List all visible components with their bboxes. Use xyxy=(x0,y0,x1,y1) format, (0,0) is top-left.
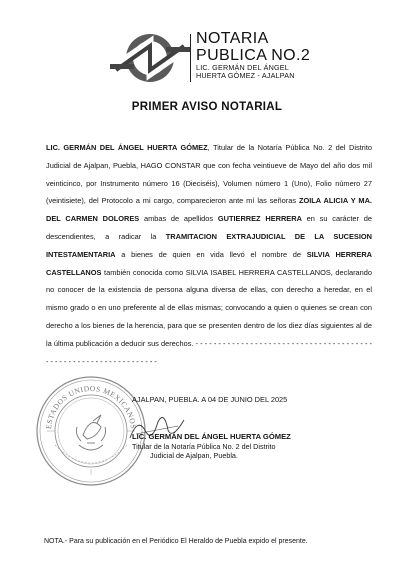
brand-line-notaria: NOTARIA xyxy=(196,30,269,47)
svg-text:ESTADOS UNIDOS MEXICANOS xyxy=(44,384,138,430)
deceased-name: SILVIA HERRERA CASTELLANOS xyxy=(46,249,372,277)
notice-body xyxy=(46,139,372,370)
body-text-3: en su carácter de descendientes, a radicar la xyxy=(46,214,372,241)
brand-line-location: HUERTA GÓMEZ - AJALPAN xyxy=(196,71,295,81)
body-text-1: , Titular de la Notaría Pública No. 2 del Distrito Judicial de Ajalpan, Puebla, HAGO CONSTAR que con fecha veintiueve de Mayo del año dos mil veinticinco, por Instrumento número 16 (Dieciséis), Volumen número 1 (Uno), Folio número 27 (veintisiete), del Protocolo a mi cargo, comparecieron ante mí las señoras xyxy=(46,143,372,206)
body-text-2: ambas de apellidos xyxy=(139,214,218,224)
signature-block xyxy=(128,432,328,461)
dash-fill: - - - - - - - - - - - - - - - - - - - - - - - - - - - - - - - - - - - - - - - - - - - - - - - - - - - - - - - - - - - - - - - - xyxy=(46,338,372,366)
body-text-4: a bienes de quien en vida llevó el nombre de xyxy=(115,249,307,259)
procedure-name: TRAMITACION EXTRAJUDICIAL DE LA SUCESION INTESTAMENTARIA xyxy=(46,231,372,259)
brand-line-publica: PUBLICA NO.2 xyxy=(196,47,311,64)
letterhead-brand xyxy=(196,31,356,81)
page-title: PRIMER AVISO NOTARIAL xyxy=(131,101,283,113)
signature-name: LIC. GERMÁN DEL ÁNGEL HUERTA GÓMEZ xyxy=(132,432,291,441)
notary-name: LIC. GERMÁN DEL ÁNGEL HUERTA GÓMEZ xyxy=(46,143,208,152)
letterhead xyxy=(110,28,350,90)
publication-note: NOTA.- Para su publicación en el Periódico El Heraldo de Puebla expido el presente. xyxy=(44,538,308,545)
signature-district: Judicial de Ajalpan, Puebla. xyxy=(150,451,238,461)
seal-top-text: ESTADOS UNIDOS MEXICANOS xyxy=(43,383,138,430)
notaria-logo-icon xyxy=(110,30,190,86)
document-date: AJALPAN, PUEBLA. A 04 DE JUNIO DEL 2025 xyxy=(132,395,288,404)
body-text-5: también conocida como SILVIA ISABEL HERRERA CASTELLANOS, declarando no conocer de la existencia de persona alguna diversa de ellas, con derecho a heredar, en el mismo grado o en uno preferente al de ellas mismas; convocando a quien o quienes se crean con derecho a los bienes de la herencia, para que se presenten dentro de los diez días siguientes al de la última publicación a deducir sus derechos. xyxy=(46,267,372,348)
signature-title: Titular de la Notaría Pública No. 2 del Distrito xyxy=(132,441,276,451)
brand-line-licenciado: LIC. GERMÁN DEL ÁNGEL xyxy=(196,63,290,72)
applicants-surnames: GUTIERREZ HERRERA xyxy=(217,214,302,224)
applicants-names: ZOILA ALICIA Y MA. DEL CARMEN DOLORES xyxy=(46,196,372,224)
letterhead-divider xyxy=(190,34,191,82)
